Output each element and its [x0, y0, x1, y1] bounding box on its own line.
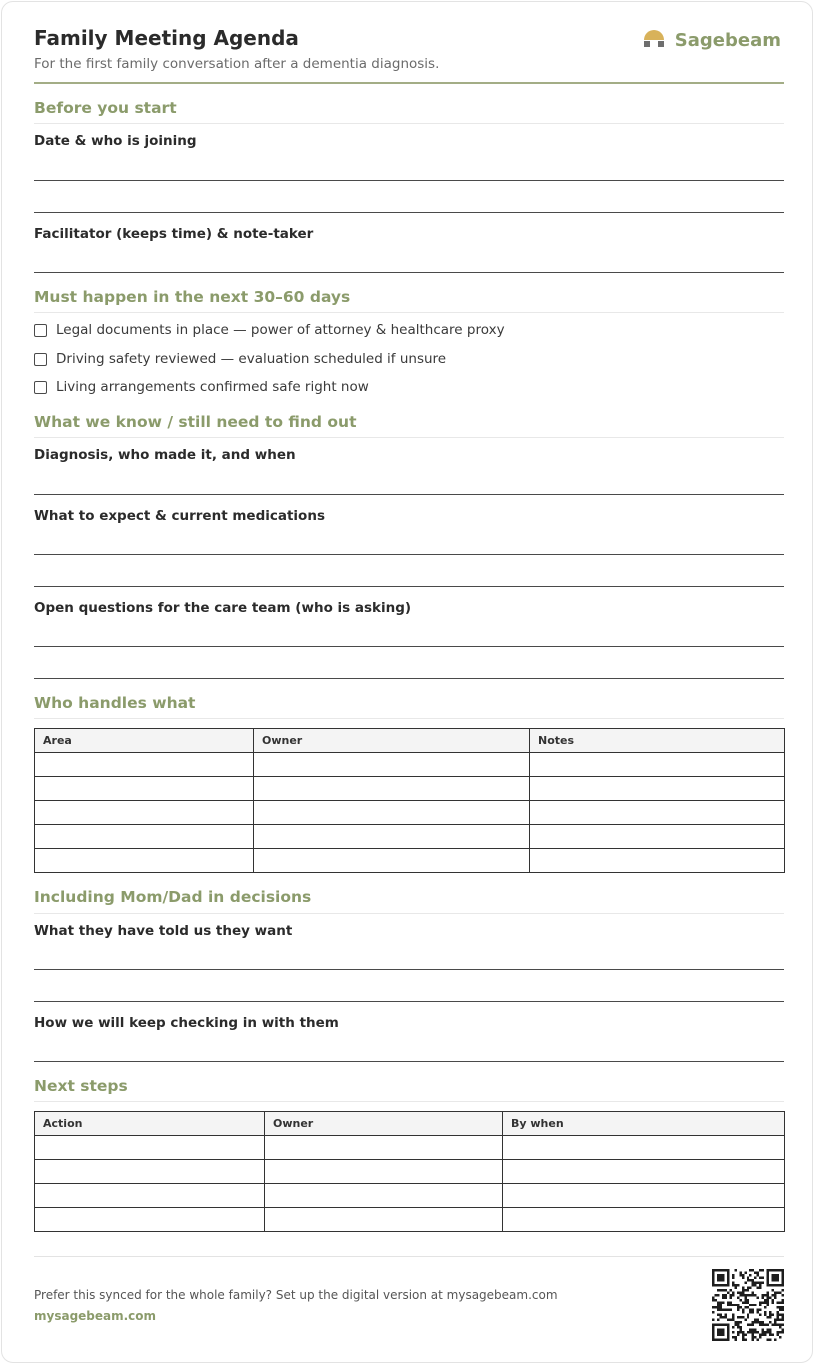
table-cell[interactable] — [530, 753, 785, 777]
header-divider — [34, 82, 784, 84]
checklist-item-label: Living arrangements confirmed safe right now — [56, 379, 369, 395]
table-cell[interactable] — [35, 801, 254, 825]
table-cell[interactable] — [530, 825, 785, 849]
section-heading-including: Including Mom/Dad in decisions — [34, 888, 312, 906]
date-write-line[interactable] — [34, 180, 784, 181]
table-cell[interactable] — [265, 1160, 503, 1184]
expect-write-line[interactable] — [34, 586, 784, 587]
table-cell[interactable] — [530, 849, 785, 873]
page-title: Family Meeting Agenda — [34, 26, 299, 50]
table-cell[interactable] — [254, 849, 530, 873]
table-cell[interactable] — [503, 1208, 785, 1232]
diagnosis-label: Diagnosis, who made it, and when — [34, 447, 296, 463]
want-write-line[interactable] — [34, 1001, 784, 1002]
table-cell[interactable] — [503, 1184, 785, 1208]
facilitator-write-line[interactable] — [34, 272, 784, 273]
column-header: Action — [35, 1112, 265, 1136]
table-cell[interactable] — [35, 753, 254, 777]
section-divider — [34, 123, 784, 124]
column-header: Notes — [530, 729, 785, 753]
want-label: What they have told us they want — [34, 923, 293, 939]
facilitator-label: Facilitator (keeps time) & note-taker — [34, 226, 314, 242]
column-header: Owner — [254, 729, 530, 753]
table-cell[interactable] — [35, 1208, 265, 1232]
next-steps-table — [34, 1111, 785, 1232]
table-cell[interactable] — [265, 1136, 503, 1160]
qr-code-icon[interactable] — [712, 1269, 784, 1341]
questions-label: Open questions for the care team (who is asking) — [34, 600, 412, 616]
table-cell[interactable] — [254, 777, 530, 801]
checkbox[interactable] — [34, 381, 47, 394]
table-row — [35, 777, 785, 801]
expect-write-line[interactable] — [34, 554, 784, 555]
table-cell[interactable] — [35, 1136, 265, 1160]
section-heading-before: Before you start — [34, 99, 177, 117]
agenda-page — [1, 1, 813, 1363]
questions-write-line[interactable] — [34, 646, 784, 647]
checkin-label: How we will keep checking in with them — [34, 1015, 339, 1031]
table-cell[interactable] — [35, 825, 254, 849]
table-cell[interactable] — [254, 753, 530, 777]
table-row — [35, 849, 785, 873]
arch-logo-icon — [643, 28, 665, 52]
responsibilities-table — [34, 728, 785, 873]
checkbox[interactable] — [34, 324, 47, 337]
expect-label: What to expect & current medications — [34, 508, 325, 524]
want-write-line[interactable] — [34, 969, 784, 970]
table-cell[interactable] — [254, 825, 530, 849]
table-header-row — [35, 729, 785, 753]
column-header: Area — [35, 729, 254, 753]
table-header-row — [35, 1112, 785, 1136]
table-cell[interactable] — [35, 1184, 265, 1208]
section-heading-must: Must happen in the next 30–60 days — [34, 288, 351, 306]
table-cell[interactable] — [35, 777, 254, 801]
section-heading-who: Who handles what — [34, 694, 196, 712]
table-cell[interactable] — [503, 1136, 785, 1160]
page-subtitle: For the first family conversation after a dementia diagnosis. — [34, 56, 440, 72]
checkin-write-line[interactable] — [34, 1061, 784, 1062]
table-row — [35, 1160, 785, 1184]
table-row — [35, 801, 785, 825]
table-cell[interactable] — [503, 1160, 785, 1184]
table-row — [35, 825, 785, 849]
table-cell[interactable] — [265, 1184, 503, 1208]
footer-text: Prefer this synced for the whole family? Set up the digital version at mysagebeam.com — [34, 1288, 558, 1302]
diagnosis-write-line[interactable] — [34, 494, 784, 495]
checklist-item-driving[interactable] — [34, 351, 446, 367]
questions-write-line[interactable] — [34, 678, 784, 679]
date-write-line[interactable] — [34, 212, 784, 213]
table-row — [35, 1184, 785, 1208]
table-row — [35, 1208, 785, 1232]
column-header: By when — [503, 1112, 785, 1136]
section-divider — [34, 437, 784, 438]
table-row — [35, 1136, 785, 1160]
brand-logo — [643, 28, 781, 52]
table-cell[interactable] — [35, 1160, 265, 1184]
table-cell[interactable] — [35, 849, 254, 873]
footer-link[interactable]: mysagebeam.com — [34, 1309, 157, 1323]
checklist-item-living[interactable] — [34, 379, 369, 395]
brand-name: Sagebeam — [674, 29, 781, 51]
table-cell[interactable] — [254, 801, 530, 825]
table-cell[interactable] — [265, 1208, 503, 1232]
column-header: Owner — [265, 1112, 503, 1136]
date-label: Date & who is joining — [34, 133, 197, 149]
section-divider — [34, 718, 784, 719]
table-row — [35, 753, 785, 777]
section-divider — [34, 1101, 784, 1102]
checklist-item-legal[interactable] — [34, 322, 505, 338]
section-heading-know: What we know / still need to find out — [34, 413, 357, 431]
checklist-item-label: Legal documents in place — power of attorney & healthcare proxy — [56, 322, 505, 338]
table-cell[interactable] — [530, 777, 785, 801]
footer-divider — [34, 1256, 784, 1257]
checklist-item-label: Driving safety reviewed — evaluation scheduled if unsure — [56, 351, 447, 367]
section-divider — [34, 913, 784, 914]
section-heading-next: Next steps — [34, 1077, 128, 1095]
table-cell[interactable] — [530, 801, 785, 825]
checkbox[interactable] — [34, 353, 47, 366]
section-divider — [34, 312, 784, 313]
